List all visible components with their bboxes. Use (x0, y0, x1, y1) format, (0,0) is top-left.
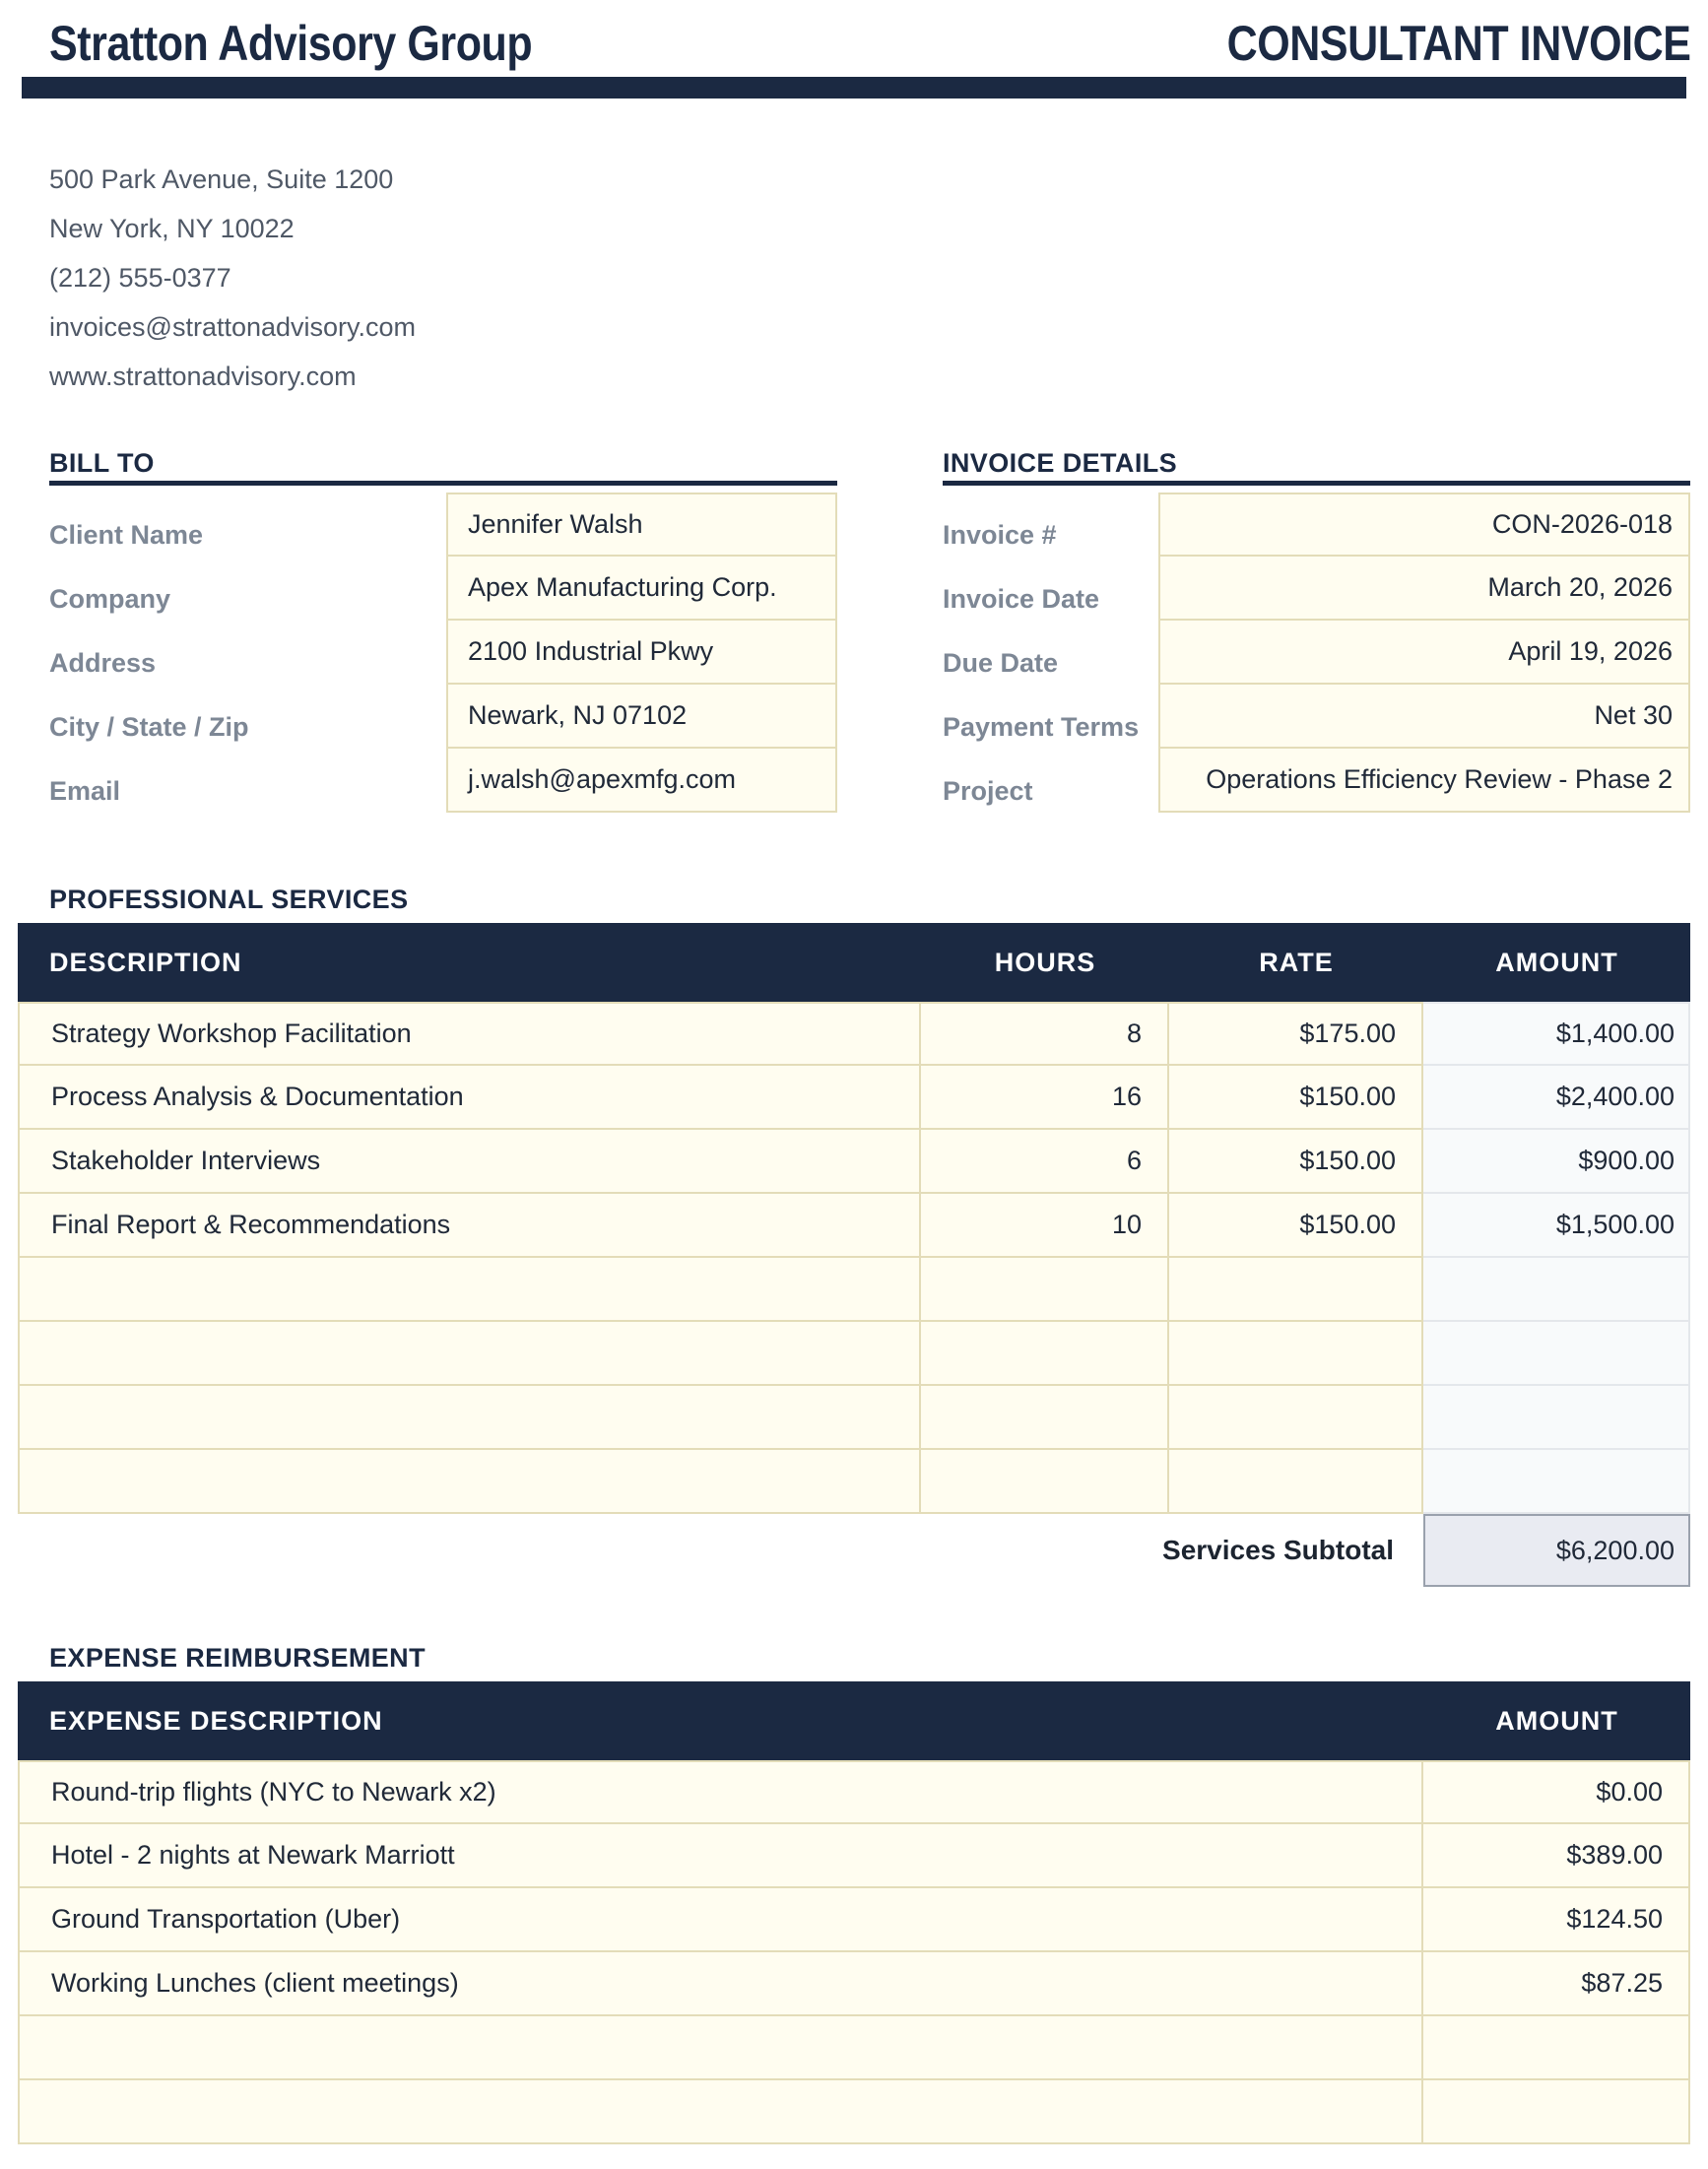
field-company (49, 557, 837, 621)
expense-amount: $87.25 (1423, 1952, 1690, 2016)
invoice-details-title: INVOICE DETAILS (943, 448, 1178, 478)
service-amount (1423, 1322, 1690, 1386)
field-value-project: Operations Efficiency Review - Phase 2 (1158, 749, 1690, 813)
field-label-payment-terms: Payment Terms (943, 712, 1140, 742)
service-hours (921, 1258, 1169, 1322)
company-address-block (49, 155, 1708, 401)
meta-section (49, 447, 1690, 813)
field-label-email: Email (49, 776, 121, 806)
field-label-invoice-number: Invoice # (943, 520, 1057, 550)
field-label-due-date: Due Date (943, 648, 1059, 678)
services-subtotal-label: Services Subtotal (1162, 1535, 1394, 1565)
field-value-email: j.walsh@apexmfg.com (446, 749, 837, 813)
service-row-empty (18, 1450, 1690, 1514)
service-description (18, 1322, 921, 1386)
field-client-name (49, 493, 837, 557)
expense-row (18, 1824, 1690, 1888)
services-section-header (49, 884, 1708, 915)
expense-row-empty (18, 2080, 1690, 2144)
expense-row (18, 1760, 1690, 1824)
services-table-header (18, 923, 1690, 1002)
address-line-email: invoices@strattonadvisory.com (49, 312, 417, 342)
service-row (18, 1002, 1690, 1066)
service-amount (1423, 1258, 1690, 1322)
service-rate (1169, 1258, 1423, 1322)
service-amount: $2,400.00 (1423, 1066, 1690, 1130)
field-project (943, 749, 1690, 813)
field-due-date (943, 621, 1690, 685)
expense-row-empty (18, 2016, 1690, 2080)
service-amount (1423, 1450, 1690, 1514)
services-col-description: DESCRIPTION (49, 947, 242, 977)
service-description (18, 1258, 921, 1322)
service-description: Process Analysis & Documentation (18, 1066, 921, 1130)
expense-amount (1423, 2080, 1690, 2144)
header-divider (22, 77, 1686, 99)
service-row-empty (18, 1258, 1690, 1322)
field-payment-terms (943, 685, 1690, 749)
expense-description (18, 2080, 1423, 2144)
expenses-table-header (18, 1681, 1690, 1760)
bill-to-divider (49, 481, 837, 486)
service-hours (921, 1450, 1169, 1514)
field-label-client-name: Client Name (49, 520, 204, 550)
service-row-empty (18, 1322, 1690, 1386)
field-label-invoice-date: Invoice Date (943, 584, 1100, 614)
field-value-payment-terms: Net 30 (1158, 685, 1690, 749)
expense-amount (1423, 2016, 1690, 2080)
service-rate: $175.00 (1169, 1002, 1423, 1066)
expense-description: Round-trip flights (NYC to Newark x2) (18, 1760, 1423, 1824)
address-line-street: 500 Park Avenue, Suite 1200 (49, 164, 394, 194)
service-amount: $900.00 (1423, 1130, 1690, 1194)
field-value-invoice-date: March 20, 2026 (1158, 557, 1690, 621)
expense-amount: $389.00 (1423, 1824, 1690, 1888)
service-description: Final Report & Recommendations (18, 1194, 921, 1258)
address-line-website: www.strattonadvisory.com (49, 362, 357, 391)
service-row-empty (18, 1386, 1690, 1450)
service-rate (1169, 1386, 1423, 1450)
service-row (18, 1194, 1690, 1258)
invoice-details-divider (943, 481, 1690, 486)
service-amount (1423, 1386, 1690, 1450)
field-city-state-zip (49, 685, 837, 749)
service-amount: $1,500.00 (1423, 1194, 1690, 1258)
field-label-project: Project (943, 776, 1033, 806)
expenses-section-header (49, 1642, 1708, 1674)
bill-to-section (49, 447, 837, 813)
service-rate: $150.00 (1169, 1066, 1423, 1130)
field-invoice-date (943, 557, 1690, 621)
invoice-details-fields (943, 493, 1690, 813)
field-value-address: 2100 Industrial Pkwy (446, 621, 837, 685)
service-description (18, 1450, 921, 1514)
services-table-body (18, 1002, 1690, 1514)
field-value-due-date: April 19, 2026 (1158, 621, 1690, 685)
service-rate (1169, 1322, 1423, 1386)
field-invoice-number (943, 493, 1690, 557)
services-subtotal-row (18, 1514, 1690, 1587)
expense-description: Ground Transportation (Uber) (18, 1888, 1423, 1952)
services-title: PROFESSIONAL SERVICES (49, 885, 409, 914)
field-value-client-name: Jennifer Walsh (446, 493, 837, 557)
expenses-col-amount: AMOUNT (1495, 1705, 1618, 1736)
bill-to-fields (49, 493, 837, 813)
service-rate: $150.00 (1169, 1130, 1423, 1194)
field-address (49, 621, 837, 685)
service-description: Stakeholder Interviews (18, 1130, 921, 1194)
field-value-company: Apex Manufacturing Corp. (446, 557, 837, 621)
service-hours (921, 1322, 1169, 1386)
expenses-col-description: EXPENSE DESCRIPTION (49, 1705, 383, 1736)
field-value-city-state-zip: Newark, NJ 07102 (446, 685, 837, 749)
field-label-company: Company (49, 584, 171, 614)
service-rate: $150.00 (1169, 1194, 1423, 1258)
services-col-amount: AMOUNT (1495, 947, 1618, 977)
service-hours: 6 (921, 1130, 1169, 1194)
service-hours (921, 1386, 1169, 1450)
masthead (0, 0, 1708, 77)
service-hours: 16 (921, 1066, 1169, 1130)
field-value-invoice-number: CON-2026-018 (1158, 493, 1690, 557)
field-email (49, 749, 837, 813)
service-amount: $1,400.00 (1423, 1002, 1690, 1066)
service-row (18, 1130, 1690, 1194)
services-subtotal-value: $6,200.00 (1423, 1514, 1690, 1587)
expense-amount: $124.50 (1423, 1888, 1690, 1952)
service-hours: 10 (921, 1194, 1169, 1258)
service-description: Strategy Workshop Facilitation (18, 1002, 921, 1066)
services-col-rate: RATE (1259, 947, 1334, 977)
service-description (18, 1386, 921, 1450)
field-label-address: Address (49, 648, 157, 678)
invoice-details-section (943, 447, 1690, 813)
field-label-city-state-zip: City / State / Zip (49, 712, 249, 742)
expenses-table-body (18, 1760, 1690, 2144)
expense-description: Hotel - 2 nights at Newark Marriott (18, 1824, 1423, 1888)
company-name: Stratton Advisory Group (49, 16, 533, 71)
services-col-hours: HOURS (994, 947, 1096, 977)
bill-to-title: BILL TO (49, 448, 155, 478)
expenses-title: EXPENSE REIMBURSEMENT (49, 1643, 426, 1673)
expense-description: Working Lunches (client meetings) (18, 1952, 1423, 2016)
service-hours: 8 (921, 1002, 1169, 1066)
address-line-phone: (212) 555-0377 (49, 263, 231, 293)
expense-row (18, 1888, 1690, 1952)
service-rate (1169, 1450, 1423, 1514)
expense-row (18, 1952, 1690, 2016)
service-row (18, 1066, 1690, 1130)
address-line-city: New York, NY 10022 (49, 214, 295, 243)
document-title: CONSULTANT INVOICE (1226, 16, 1690, 71)
expense-description (18, 2016, 1423, 2080)
expense-amount: $0.00 (1423, 1760, 1690, 1824)
